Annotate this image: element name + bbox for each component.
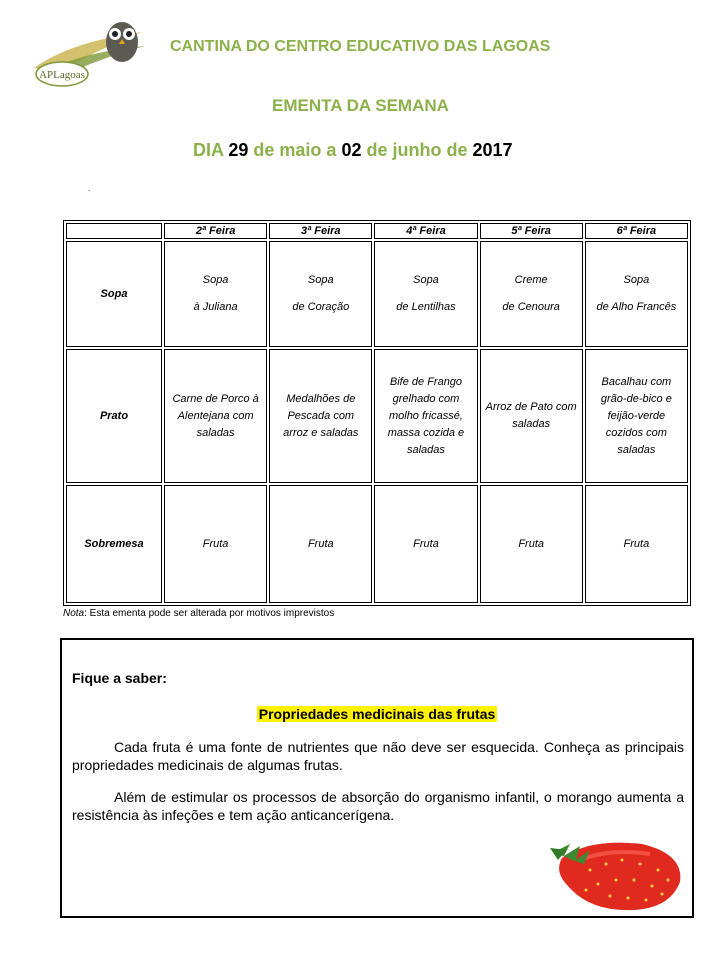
info-paragraph-2: Além de estimular os processos de absorção do organismo infantil, o morango aumenta a resistência às infeções e tem ação anticancerígena. xyxy=(72,789,684,823)
menu-cell: Medalhões de Pescada com arroz e saladas xyxy=(269,349,372,483)
table-row xyxy=(66,349,688,483)
row-label: Sobremesa xyxy=(66,485,162,603)
info-paragraph-1: Cada fruta é uma fonte de nutrientes que não deve ser esquecida. Conheça as principais propriedades medicinais de algumas frutas. xyxy=(72,739,684,773)
month-start: de maio a xyxy=(253,140,337,160)
menu-cell: Carne de Porco à Alentejana com saladas xyxy=(164,349,267,483)
info-box xyxy=(60,638,694,918)
table-row xyxy=(66,485,688,603)
menu-cell: Sopa à Juliana xyxy=(164,241,267,347)
day-header: 6ª Feira xyxy=(585,223,688,239)
day-header: 2ª Feira xyxy=(164,223,267,239)
weekly-menu-table xyxy=(63,220,691,606)
date-prefix: DIA xyxy=(193,140,224,160)
menu-subtitle: EMENTA DA SEMANA xyxy=(272,96,449,115)
menu-cell: Fruta xyxy=(374,485,477,603)
menu-cell: Sopa de Coração xyxy=(269,241,372,347)
day-end: 02 xyxy=(341,140,362,160)
menu-cell: Fruta xyxy=(480,485,583,603)
menu-note: Nota: Esta ementa pode ser alterada por motivos imprevistos xyxy=(63,608,335,619)
menu-cell: Bife de Frango grelhado com molho fricassé, massa cozida e saladas xyxy=(374,349,477,483)
day-start: 29 xyxy=(228,140,249,160)
menu-cell: Bacalhau com grão-de-bico e feijão-verde cozidos com saladas xyxy=(585,349,688,483)
menu-cell: Fruta xyxy=(164,485,267,603)
table-header-row xyxy=(66,223,688,239)
info-topic: Propriedades medicinais das frutas xyxy=(258,706,496,722)
aplagoas-logo xyxy=(30,12,150,92)
logo-text: APLagoas xyxy=(39,69,85,81)
day-header: 5ª Feira xyxy=(480,223,583,239)
strawberry-image xyxy=(550,830,690,912)
day-header: 3ª Feira xyxy=(269,223,372,239)
menu-cell: Sopa de Alho Francês xyxy=(585,241,688,347)
menu-cell: Creme de Cenoura xyxy=(480,241,583,347)
school-title: CANTINA DO CENTRO EDUCATIVO DAS LAGOAS xyxy=(170,38,551,55)
date-range xyxy=(193,140,513,161)
menu-cell: Arroz de Pato com saladas xyxy=(480,349,583,483)
menu-cell: Sopa de Lentilhas xyxy=(374,241,477,347)
day-header: 4ª Feira xyxy=(374,223,477,239)
menu-cell: Fruta xyxy=(585,485,688,603)
table-row xyxy=(66,241,688,347)
row-label: Prato xyxy=(66,349,162,483)
month-end: de junho de xyxy=(366,140,468,160)
info-heading: Fique a saber: xyxy=(72,670,167,686)
menu-cell: Fruta xyxy=(269,485,372,603)
row-label: Sopa xyxy=(66,241,162,347)
year: 2017 xyxy=(472,140,513,160)
